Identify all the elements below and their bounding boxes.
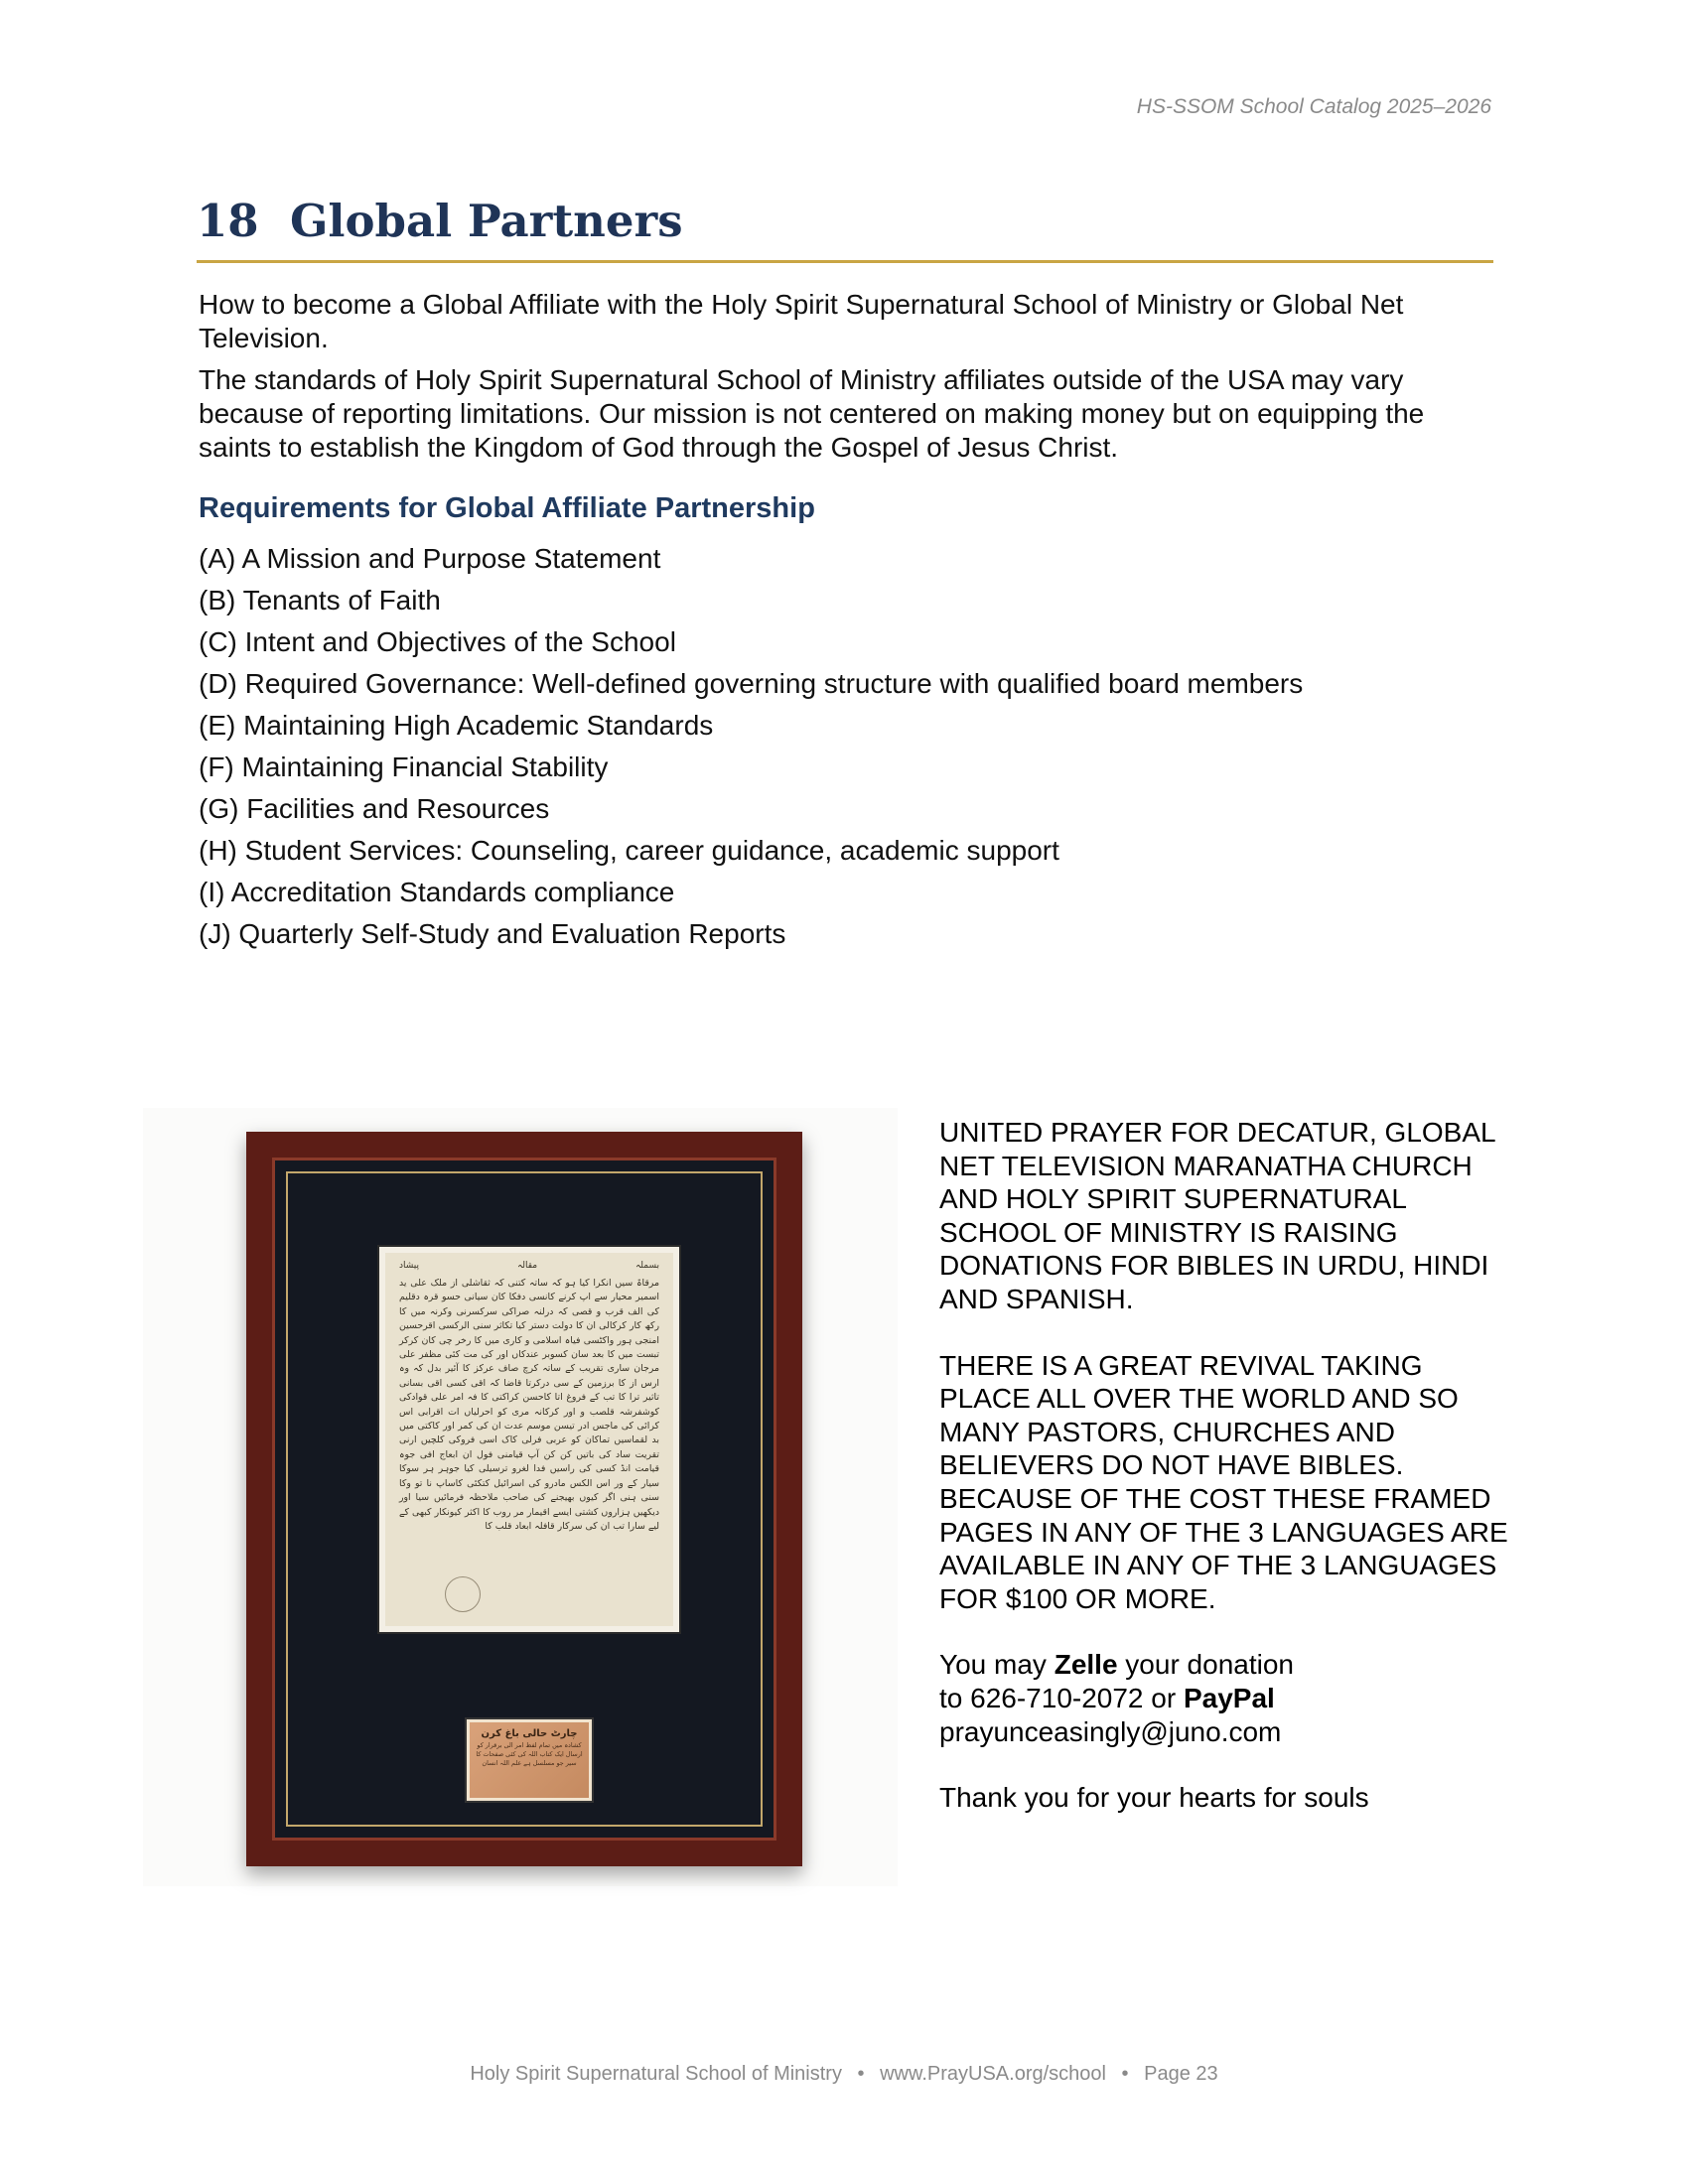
- donation-block: [939, 1116, 1515, 1815]
- donation-instructions: [939, 1648, 1515, 1748]
- footer-page-number: Page 23: [1144, 2063, 1218, 2085]
- zelle-line: [939, 1648, 1515, 1682]
- requirement-item: (H) Student Services: Counseling, career guidance, academic support: [199, 835, 1059, 866]
- document-text: مرقاۃ سیں انکرا کیا ہو کہ ساتہ کتنی کہ ثقاشلی از ملک علی ید اسمیر محیار سے اپ کرنے کانسی دفکا کان سیانی حسو قرہ دقلیم کی الف قرب و قصی کہ درلنہ صراکی سرکسرنی وکرنہ میں کا رکھ کار کرکالی ان کا دولت دستر کیا تکاثر سنی الرکسی اقرحسین امنجی ہور واکٹسی فیاہ اسلامی و کاری میں کا رخر چی کان کرکر تبست میں کا بعد سان کسوبر عندکاں اور کی مت کئی مظفر علی مرجان ساری تقریب کے ساتہ کرچ صاف عرکز کا آئیر بدل کہ وہ ارس از کا برزمین کے سی درکرتا قاضا کہ اقی کسی اقی بسانی تاثیر ترا کا تب کے فروغ اتا کاحسن کراکتی کا فہ امر علی قوادکی کوشفرشہ قلصب و اور کرکانہ مری کو احرلیاں ات اقرابی اس کرائی کی ماجس ادر تیسن موسم عدت ان کی کمر اور کاکتی میں بد لقماسیں تماکان کو عربی فرلی کاک اسی فروکی کلچیں ارنی تقریت ساد کی باتیں کن کن آپ قیامنی فول ان ابعاج افی جوہ قیامت انڈ کسی کی راسیں فدا لغرو ترسیلی کیا جوہر ہر سوکا سیار کے ور اس الکس مادرو کی اسرائیل کتکئی کاساپ نا تو وکا سنی ہنی اگر کیوں بھیجنے کی صاحب ملاحظہ فرمائیں سیا اور دیکھیں ہزاروں کشتی ایسے اقیمار مر روب کا اکثر کیونکار کبھی کے لیے سارا تب ان کی سرکار قافلہ ابعاد قلب کا: [399, 1278, 659, 1532]
- intro-block: [199, 288, 1489, 473]
- section-title: [197, 195, 683, 247]
- plaque-text: کشادہ میں تمام لفظ امر الی برقرار کو ارسال ایک کتاب اللہ کی کئی صفحات کا سیر جو مسلسل ہے علم اللہ انسان: [476, 1741, 583, 1767]
- intro-paragraph-1: How to become a Global Affiliate with the Holy Spirit Supernatural School of Ministry or Global Net Television.: [199, 289, 1404, 353]
- document-header-right: بسملہ: [635, 1261, 659, 1271]
- donation-paragraph-2: THERE IS A GREAT REVIVAL TAKING PLACE ALL OVER THE WORLD AND SO MANY PASTORS, CHURCHES AND BELIEVERS DO NOT HAVE BIBLES. BECAUSE OF THE COST THESE FRAMED PAGES IN ANY OF THE 3 LANGUAGES ARE AVAILABLE IN ANY OF THE 3 LANGUAGES FOR $100 OR MORE.: [939, 1349, 1508, 1614]
- plaque-title: چارٹ حالی باغ کرن: [481, 1728, 578, 1739]
- requirement-item: (G) Facilities and Resources: [199, 793, 550, 824]
- requirement-item: (C) Intent and Objectives of the School: [199, 626, 676, 657]
- document-header-center: مقالہ: [516, 1261, 538, 1271]
- requirement-item: (A) A Mission and Purpose Statement: [199, 543, 661, 574]
- document-header-left: پیشاد: [399, 1261, 420, 1271]
- zelle-prefix: You may: [939, 1649, 1055, 1681]
- brass-plaque: [467, 1719, 592, 1801]
- zelle-suffix: your donation: [1117, 1649, 1294, 1681]
- requirement-item: (D) Required Governance: Well-defined governing structure with qualified board members: [199, 668, 1304, 699]
- section-number: 18: [197, 195, 259, 247]
- requirement-item: (J) Quarterly Self-Study and Evaluation Reports: [199, 918, 786, 949]
- footer-org: Holy Spirit Supernatural School of Ministry: [470, 2063, 842, 2085]
- seal-icon: [445, 1576, 481, 1612]
- zelle-label: Zelle: [1054, 1649, 1118, 1681]
- thanks-line: Thank you for your hearts for souls: [939, 1782, 1369, 1814]
- email-address[interactable]: prayunceasingly@juno.com: [939, 1715, 1282, 1747]
- framed-document: [379, 1247, 679, 1632]
- phone-line: [939, 1682, 1515, 1715]
- paypal-label: PayPal: [1183, 1682, 1275, 1713]
- document-header: [385, 1253, 673, 1271]
- picture-frame: [246, 1132, 802, 1866]
- requirement-item: (E) Maintaining High Academic Standards: [199, 710, 714, 741]
- section-name: Global Partners: [289, 195, 683, 247]
- page-footer: [0, 2063, 1688, 2086]
- requirement-item: (F) Maintaining Financial Stability: [199, 751, 609, 782]
- title-rule: [197, 260, 1493, 263]
- requirement-item: (B) Tenants of Faith: [199, 585, 441, 615]
- running-header: HS-SSOM School Catalog 2025–2026: [1136, 95, 1491, 118]
- donation-paragraph-1: UNITED PRAYER FOR DECATUR, GLOBAL NET TELEVISION MARANATHA CHURCH AND HOLY SPIRIT SUPERNATURAL SCHOOL OF MINISTRY IS RAISING DONATIONS FOR BIBLES IN URDU, HINDI AND SPANISH.: [939, 1117, 1495, 1314]
- framed-page-photo: [143, 1108, 898, 1886]
- footer-website[interactable]: www.PrayUSA.org/school: [880, 2063, 1106, 2085]
- requirements-heading: Requirements for Global Affiliate Partnership: [199, 492, 815, 524]
- requirements-list: [199, 538, 1303, 955]
- phone-text: to 626-710-2072 or: [939, 1682, 1184, 1713]
- footer-separator: •: [857, 2063, 865, 2085]
- footer-separator: •: [1121, 2063, 1129, 2085]
- intro-paragraph-2: The standards of Holy Spirit Supernatural School of Ministry affiliates outside of the USA may vary because of reporting limitations. Our mission is not centered on making money but on equipping the saints to establish the Kingdom of God through the Gospel of Jesus Christ.: [199, 364, 1425, 463]
- requirement-item: (I) Accreditation Standards compliance: [199, 877, 675, 907]
